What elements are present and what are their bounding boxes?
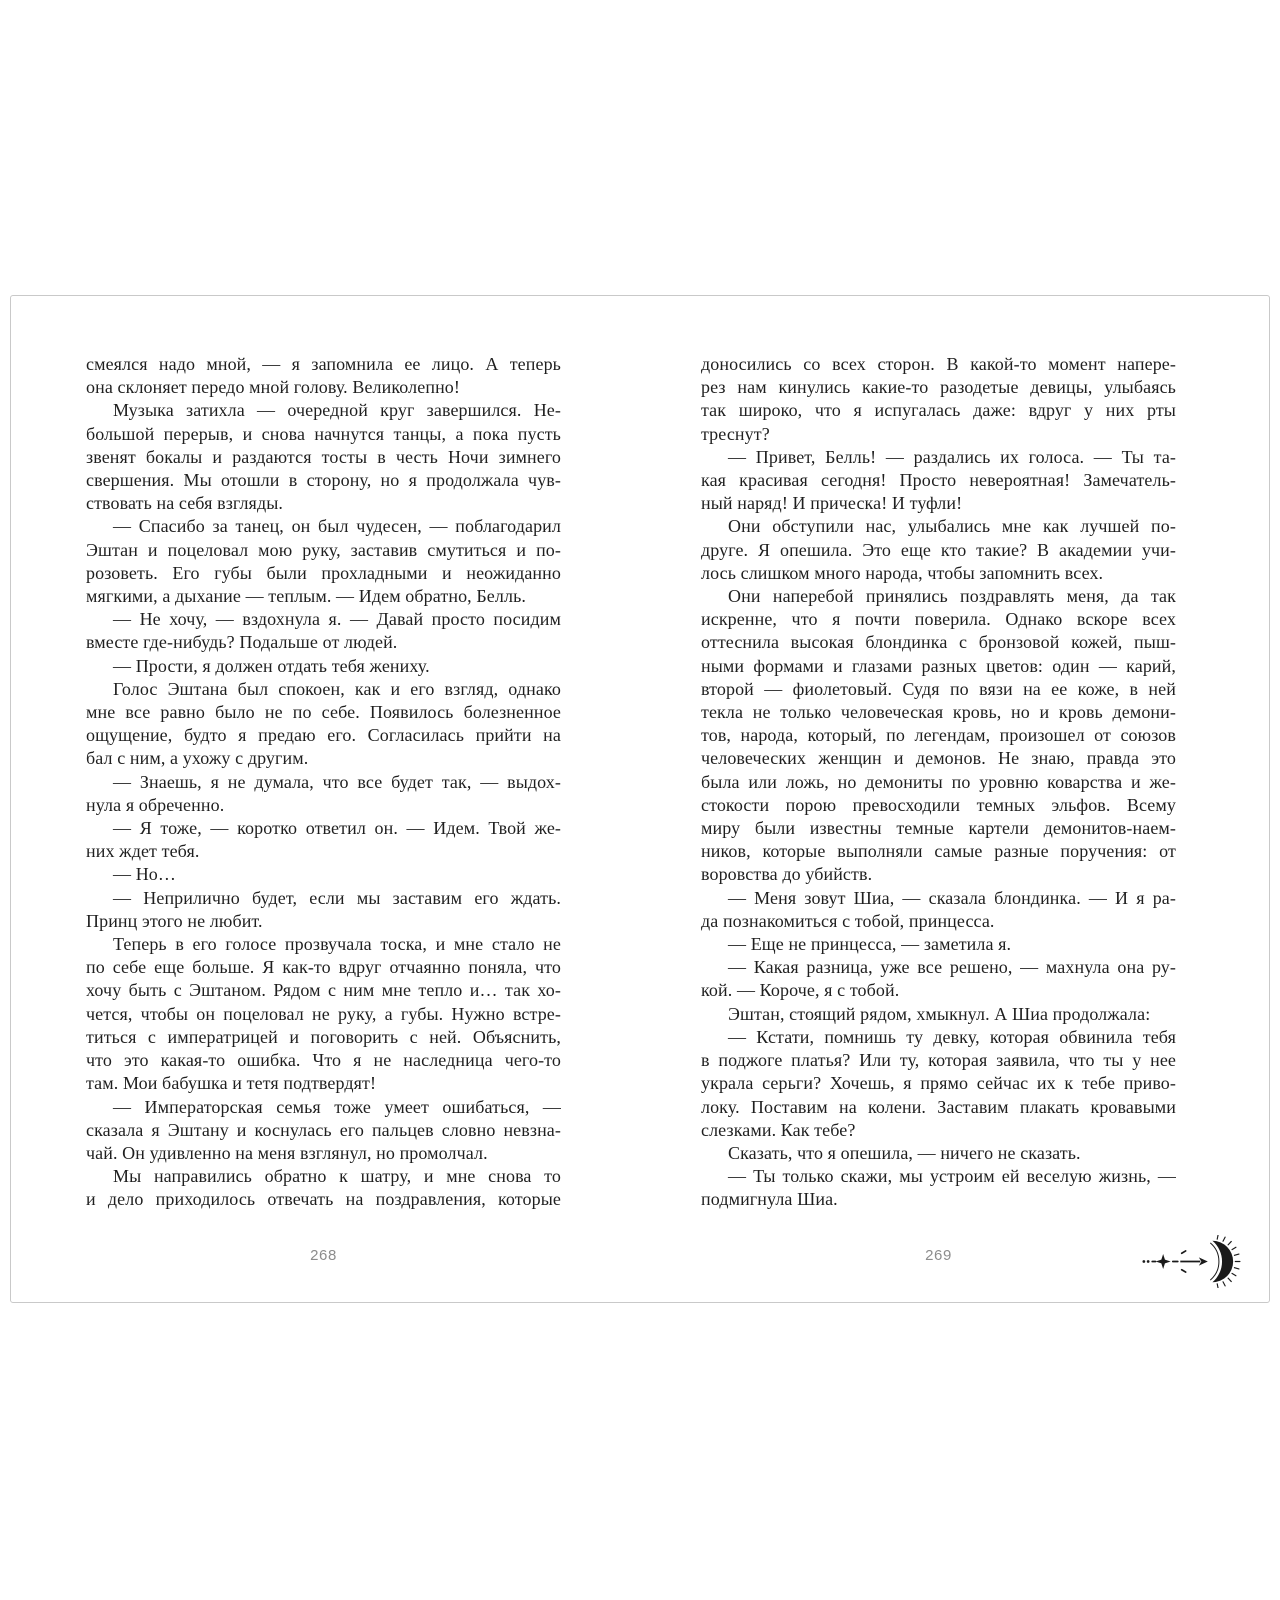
text-line: локу. Поставим на колени. Заставим плакать кровавыми bbox=[701, 1096, 1176, 1117]
text-line: рез нам кинулись какие-то разодетые девицы, улыбаясь bbox=[701, 377, 1176, 398]
text-line: да познакомиться с тобой, принцесса. bbox=[701, 910, 995, 931]
text-line: — Меня зовут Шиа, — сказала блондинка. — И я ра- bbox=[728, 887, 1176, 908]
text-line: розоветь. Его губы были прохладными и неожиданно bbox=[86, 562, 561, 583]
text-line: — Еще не принцесса, — заметила я. bbox=[728, 934, 1012, 955]
text-line: смеялся надо мной, — я запомнила ее лицо. А теперь bbox=[86, 354, 561, 374]
text-line: воровства до убийств. bbox=[701, 864, 873, 885]
text-line: миру были известны темные картели демонитов-наем- bbox=[701, 818, 1176, 839]
text-line: искренне, что я почти поверила. Однако вскоре всех bbox=[701, 609, 1176, 630]
text-line: ощущение, будто я предаю его. Согласилась прийти на bbox=[86, 725, 561, 746]
text-line: чется, чтобы он поцеловал не руку, а губы. Нужно встре- bbox=[86, 1003, 561, 1024]
crescent-moon-icon bbox=[1210, 1235, 1240, 1288]
page-number-right: 269 bbox=[925, 1247, 952, 1264]
text-line: там. Мои бабушка и тетя подтвердят! bbox=[86, 1073, 377, 1094]
text-line: мягкими, а дыхание — теплым. — Идем обратно, Белль. bbox=[86, 586, 526, 607]
text-line: — Спасибо за танец, он был чудесен, — поблагодарил bbox=[113, 516, 561, 537]
left-page-text bbox=[86, 353, 561, 1212]
arrow-crescent-moon-ornament-icon bbox=[1141, 1235, 1241, 1288]
text-line: Принц этого не любит. bbox=[86, 910, 263, 931]
text-line: ными формами и глазами разных цветов: один — карий, bbox=[701, 655, 1176, 676]
text-line: титься с императрицей и поговорить с ней. Объяснить, bbox=[86, 1026, 561, 1047]
arrow-right-icon bbox=[1180, 1257, 1208, 1265]
text-line: Они наперебой принялись поздравлять меня, да так bbox=[728, 586, 1176, 607]
text-line: так широко, что я испугалась даже: вдруг у них рты bbox=[701, 400, 1176, 421]
text-line: вместе где-нибудь? Подальше от людей. bbox=[86, 632, 398, 653]
text-line: оттеснила высокая блондинка с бронзовой кожей, пыш- bbox=[701, 632, 1176, 653]
text-line: треснут? bbox=[701, 423, 770, 444]
text-line: нула я обреченно. bbox=[86, 794, 225, 815]
text-line: ный наряд! И прическа! И туфли! bbox=[701, 493, 963, 514]
text-line: — Кстати, помнишь ту девку, которая обвинила тебя bbox=[728, 1026, 1176, 1047]
text-line: бал с ним, а ухожу с другим. bbox=[86, 748, 309, 769]
text-line: — Знаешь, я не думала, что все будет так, — выдох- bbox=[113, 771, 561, 792]
text-line: — Ты только скажи, мы устроим ей веселую жизнь, — bbox=[728, 1166, 1176, 1187]
text-line: Эштан и поцеловал мою руку, заставив смутиться и по- bbox=[86, 539, 561, 560]
text-line: Они обступили нас, улыбались мне как лучшей по- bbox=[728, 516, 1176, 537]
text-line: подмигнула Шиа. bbox=[701, 1189, 838, 1210]
text-line: и дело приходилось отвечать на поздравления, которые bbox=[86, 1189, 561, 1210]
text-line: лось слишком много народа, чтобы запомнить всех. bbox=[701, 562, 1104, 583]
text-line: звенят бокалы и раздаются тосты в честь Ночи зимнего bbox=[86, 446, 561, 467]
ornament-dots-icon bbox=[1143, 1260, 1157, 1263]
text-line: что это какая-то ошибка. Что я не наследница чего-то bbox=[86, 1050, 561, 1071]
text-line: человеческих женщин и демонов. Не знаю, правда это bbox=[701, 748, 1176, 769]
text-line: — Какая разница, уже все решено, — махнула она ру- bbox=[728, 957, 1176, 978]
text-line: ствовать на себя взгляды. bbox=[86, 493, 283, 514]
text-line: она склоняет передо мной голову. Великолепно! bbox=[86, 377, 460, 398]
text-line: по себе еще больше. Я как-то вдруг отчаянно поняла, что bbox=[86, 957, 561, 978]
text-line: ников, которые выполняли самые разные поручения: от bbox=[701, 841, 1176, 862]
text-line: доносились со всех сторон. В какой-то момент напере- bbox=[701, 354, 1176, 374]
text-line: тов, народа, который, по легендам, произошел от союзов bbox=[701, 725, 1176, 746]
text-line: хочу быть с Эштаном. Рядом с ним мне тепло и… так хо- bbox=[86, 980, 561, 1001]
text-line: — Я тоже, — коротко ответил он. — Идем. Твой же- bbox=[113, 818, 561, 839]
text-line: большой перерыв, и снова начнутся танцы, а пока пусть bbox=[86, 423, 561, 444]
text-line: них ждет тебя. bbox=[86, 841, 200, 862]
text-line: слезками. Как тебе? bbox=[701, 1119, 856, 1140]
sparkle-star-icon bbox=[1156, 1254, 1171, 1269]
text-line: украла серьги? Хочешь, я прямо сейчас их к тебе приво- bbox=[701, 1073, 1176, 1094]
text-line: второй — фиолетовый. Судя по вязи на ее коже, в ней bbox=[701, 678, 1176, 699]
text-line: Мы направились обратно к шатру, и мне снова то bbox=[113, 1166, 561, 1187]
text-line: стокости порою превосходили темных эльфов. Всему bbox=[701, 794, 1176, 815]
text-line: Сказать, что я опешила, — ничего не сказать. bbox=[728, 1142, 1081, 1163]
text-line: кой. — Короче, я с тобой. bbox=[701, 980, 900, 1001]
text-line: — Императорская семья тоже умеет ошибаться, — bbox=[113, 1096, 561, 1117]
text-line: Эштан, стоящий рядом, хмыкнул. А Шиа продолжала: bbox=[728, 1003, 1151, 1024]
text-line: Теперь в его голосе прозвучала тоска, и мне стало не bbox=[113, 934, 561, 955]
text-line: мне все равно было не по себе. Появилось болезненное bbox=[86, 702, 561, 723]
text-line: — Прости, я должен отдать тебя жениху. bbox=[113, 655, 430, 676]
text-line: чай. Он удивленно на меня взглянул, но промолчал. bbox=[86, 1142, 488, 1163]
text-line: сказала я Эштану и коснулась его пальцев словно невзна- bbox=[86, 1119, 561, 1140]
text-line: кая красивая сегодня! Просто невероятная! Замечатель- bbox=[701, 470, 1176, 491]
page-number-left: 268 bbox=[310, 1247, 337, 1264]
right-page-text bbox=[701, 353, 1176, 1212]
text-line: — Неприлично будет, если мы заставим его ждать. bbox=[113, 887, 561, 908]
book-spread bbox=[10, 295, 1270, 1303]
text-line: — Не хочу, — вздохнула я. — Давай просто посидим bbox=[113, 609, 561, 630]
text-line: — Но… bbox=[113, 864, 176, 885]
text-line: в поджоге платья? Или ту, которая заявила, что ты у нее bbox=[701, 1050, 1176, 1071]
text-line: — Привет, Белль! — раздались их голоса. — Ты та- bbox=[728, 446, 1176, 467]
text-line: свершения. Мы отошли в сторону, но я продолжала чув- bbox=[86, 470, 561, 491]
text-line: текла не только человеческая кровь, но и кровь демони- bbox=[701, 702, 1176, 723]
text-line: была или ложь, но демониты по уровню коварства и же- bbox=[701, 771, 1176, 792]
text-line: друге. Я опешила. Это еще кто такие? В академии учи- bbox=[701, 539, 1176, 560]
text-line: Музыка затихла — очередной круг завершился. Не- bbox=[113, 400, 561, 421]
text-line: Голос Эштана был спокоен, как и его взгляд, однако bbox=[113, 678, 561, 699]
